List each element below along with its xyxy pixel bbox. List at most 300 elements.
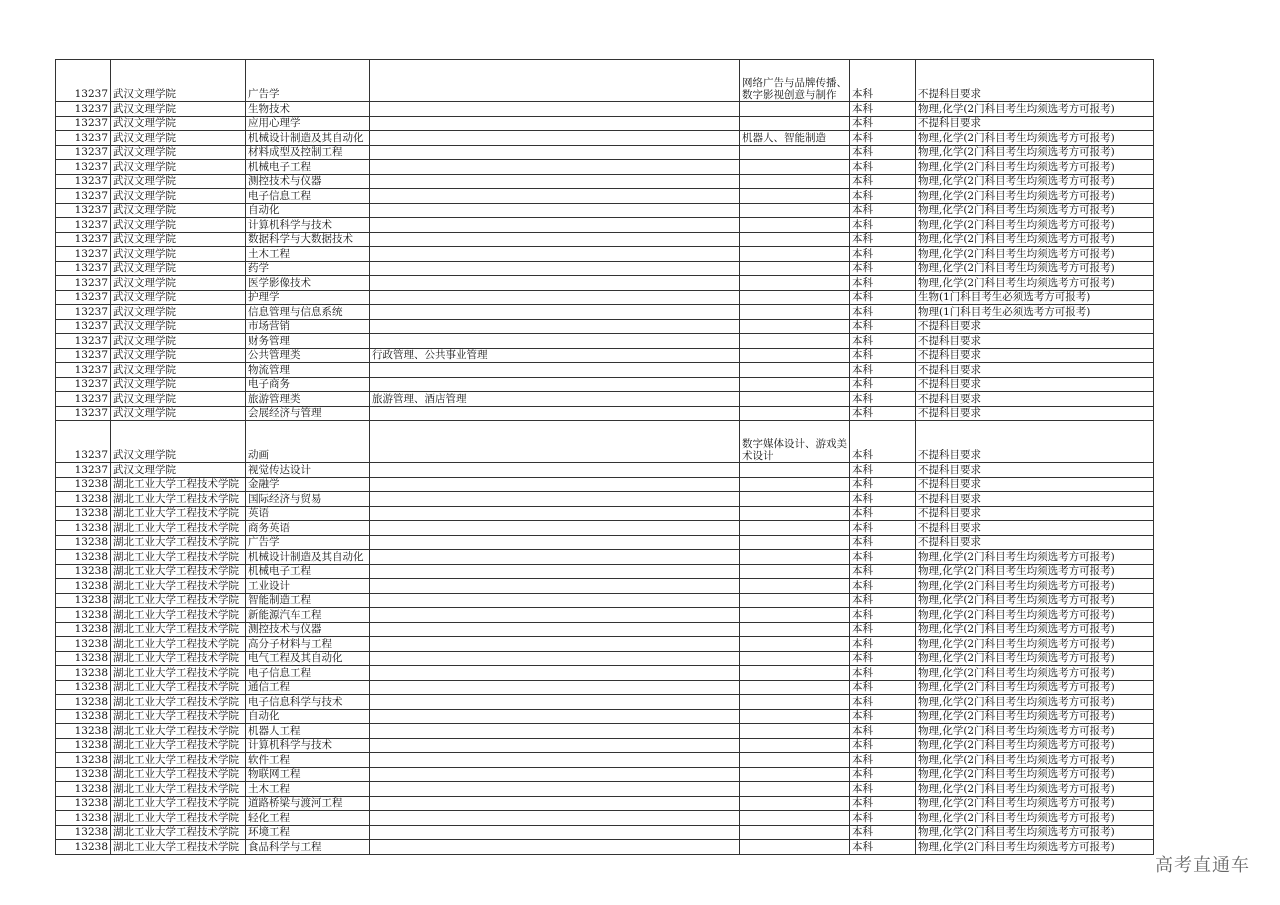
table-row — [56, 60, 1154, 102]
subject-requirement-cell: 物理,化学(2门科目考生均须选考方可报考) — [916, 811, 1154, 826]
level-cell: 本科 — [850, 506, 916, 521]
subject-requirement-cell: 物理(1门科目考生必须选考方可报考) — [916, 305, 1154, 320]
table-row — [56, 348, 1154, 363]
school-code-cell: 13237 — [56, 363, 111, 378]
level-cell: 本科 — [850, 463, 916, 478]
major-included-cell — [370, 276, 740, 291]
table-row — [56, 116, 1154, 131]
school-name-cell: 武汉文理学院 — [111, 189, 246, 204]
major-direction-cell — [740, 261, 850, 276]
major-direction-cell — [740, 232, 850, 247]
subject-requirement-cell: 生物(1门科目考生必须选考方可报考) — [916, 290, 1154, 305]
major-direction-cell — [740, 102, 850, 117]
major-name-cell: 计算机科学与技术 — [246, 218, 370, 233]
table-row — [56, 782, 1154, 797]
school-code-cell: 13237 — [56, 131, 111, 146]
major-name-cell: 生物技术 — [246, 102, 370, 117]
table-row — [56, 276, 1154, 291]
school-name-cell: 武汉文理学院 — [111, 392, 246, 407]
school-code-cell: 13237 — [56, 174, 111, 189]
school-code-cell: 13237 — [56, 421, 111, 463]
level-cell: 本科 — [850, 593, 916, 608]
table-row — [56, 753, 1154, 768]
subject-requirement-cell: 物理,化学(2门科目考生均须选考方可报考) — [916, 622, 1154, 637]
major-name-cell: 机械电子工程 — [246, 160, 370, 175]
table-row — [56, 477, 1154, 492]
major-name-cell: 测控技术与仪器 — [246, 622, 370, 637]
major-name-cell: 机器人工程 — [246, 724, 370, 739]
major-name-cell: 公共管理类 — [246, 348, 370, 363]
table-row — [56, 102, 1154, 117]
table-row — [56, 247, 1154, 262]
major-direction-cell — [740, 811, 850, 826]
level-cell: 本科 — [850, 695, 916, 710]
school-code-cell: 13238 — [56, 521, 111, 536]
school-name-cell: 武汉文理学院 — [111, 261, 246, 276]
major-name-cell: 软件工程 — [246, 753, 370, 768]
major-included-cell: 旅游管理、酒店管理 — [370, 392, 740, 407]
major-direction-cell — [740, 608, 850, 623]
major-direction-cell — [740, 247, 850, 262]
major-direction-cell — [740, 290, 850, 305]
major-included-cell — [370, 232, 740, 247]
major-name-cell: 视觉传达设计 — [246, 463, 370, 478]
school-name-cell: 武汉文理学院 — [111, 116, 246, 131]
major-included-cell — [370, 60, 740, 102]
major-included-cell — [370, 521, 740, 536]
level-cell: 本科 — [850, 680, 916, 695]
level-cell: 本科 — [850, 102, 916, 117]
major-name-cell: 药学 — [246, 261, 370, 276]
level-cell: 本科 — [850, 261, 916, 276]
school-name-cell: 武汉文理学院 — [111, 232, 246, 247]
subject-requirement-cell: 不提科目要求 — [916, 392, 1154, 407]
school-code-cell: 13237 — [56, 203, 111, 218]
table-row — [56, 218, 1154, 233]
level-cell: 本科 — [850, 131, 916, 146]
school-code-cell: 13237 — [56, 247, 111, 262]
school-name-cell: 武汉文理学院 — [111, 160, 246, 175]
major-included-cell — [370, 506, 740, 521]
school-name-cell: 湖北工业大学工程技术学院 — [111, 564, 246, 579]
major-name-cell: 机械电子工程 — [246, 564, 370, 579]
major-included-cell — [370, 709, 740, 724]
major-name-cell: 电子信息工程 — [246, 189, 370, 204]
table-row — [56, 593, 1154, 608]
school-name-cell: 湖北工业大学工程技术学院 — [111, 550, 246, 565]
major-included-cell — [370, 203, 740, 218]
level-cell: 本科 — [850, 492, 916, 507]
subject-requirement-cell: 物理,化学(2门科目考生均须选考方可报考) — [916, 174, 1154, 189]
subject-requirement-cell: 物理,化学(2门科目考生均须选考方可报考) — [916, 738, 1154, 753]
major-direction-cell — [740, 738, 850, 753]
major-name-cell: 道路桥梁与渡河工程 — [246, 796, 370, 811]
major-direction-cell — [740, 174, 850, 189]
subject-requirement-cell: 不提科目要求 — [916, 377, 1154, 392]
school-code-cell: 13238 — [56, 825, 111, 840]
major-direction-cell — [740, 363, 850, 378]
level-cell: 本科 — [850, 521, 916, 536]
school-name-cell: 湖北工业大学工程技术学院 — [111, 666, 246, 681]
table-row — [56, 695, 1154, 710]
major-direction-cell: 网络广告与品牌传播、数字影视创意与制作 — [740, 60, 850, 102]
school-name-cell: 武汉文理学院 — [111, 131, 246, 146]
level-cell: 本科 — [850, 651, 916, 666]
major-name-cell: 食品科学与工程 — [246, 840, 370, 855]
subject-requirement-cell: 物理,化学(2门科目考生均须选考方可报考) — [916, 564, 1154, 579]
subject-requirement-cell: 不提科目要求 — [916, 348, 1154, 363]
level-cell: 本科 — [850, 174, 916, 189]
major-direction-cell — [740, 203, 850, 218]
major-included-cell — [370, 406, 740, 421]
major-direction-cell — [740, 579, 850, 594]
school-code-cell: 13238 — [56, 637, 111, 652]
table-row — [56, 564, 1154, 579]
watermark-text: 高考直通车 — [1155, 855, 1250, 876]
major-direction-cell — [740, 796, 850, 811]
major-name-cell: 测控技术与仪器 — [246, 174, 370, 189]
major-included-cell — [370, 680, 740, 695]
major-included-cell — [370, 377, 740, 392]
major-name-cell: 轻化工程 — [246, 811, 370, 826]
school-name-cell: 武汉文理学院 — [111, 334, 246, 349]
table-row — [56, 334, 1154, 349]
school-code-cell: 13237 — [56, 463, 111, 478]
major-included-cell — [370, 131, 740, 146]
level-cell: 本科 — [850, 709, 916, 724]
school-name-cell: 武汉文理学院 — [111, 145, 246, 160]
major-included-cell — [370, 550, 740, 565]
major-direction-cell — [740, 492, 850, 507]
major-name-cell: 广告学 — [246, 60, 370, 102]
subject-requirement-cell: 不提科目要求 — [916, 521, 1154, 536]
table-row — [56, 608, 1154, 623]
school-name-cell: 湖北工业大学工程技术学院 — [111, 506, 246, 521]
subject-requirement-cell: 物理,化学(2门科目考生均须选考方可报考) — [916, 782, 1154, 797]
subject-requirement-cell: 物理,化学(2门科目考生均须选考方可报考) — [916, 579, 1154, 594]
major-name-cell: 电子商务 — [246, 377, 370, 392]
school-code-cell: 13237 — [56, 116, 111, 131]
school-code-cell: 13238 — [56, 738, 111, 753]
school-name-cell: 湖北工业大学工程技术学院 — [111, 535, 246, 550]
major-included-cell — [370, 421, 740, 463]
level-cell: 本科 — [850, 811, 916, 826]
subject-requirement-cell: 物理,化学(2门科目考生均须选考方可报考) — [916, 276, 1154, 291]
school-code-cell: 13238 — [56, 811, 111, 826]
major-name-cell: 高分子材料与工程 — [246, 637, 370, 652]
level-cell: 本科 — [850, 305, 916, 320]
school-name-cell: 武汉文理学院 — [111, 305, 246, 320]
major-included-cell — [370, 319, 740, 334]
level-cell: 本科 — [850, 392, 916, 407]
subject-requirement-cell: 物理,化学(2门科目考生均须选考方可报考) — [916, 593, 1154, 608]
school-code-cell: 13238 — [56, 782, 111, 797]
major-name-cell: 医学影像技术 — [246, 276, 370, 291]
major-direction-cell — [740, 506, 850, 521]
major-direction-cell — [740, 550, 850, 565]
table-row — [56, 825, 1154, 840]
level-cell: 本科 — [850, 840, 916, 855]
subject-requirement-cell: 物理,化学(2门科目考生均须选考方可报考) — [916, 203, 1154, 218]
subject-requirement-cell: 不提科目要求 — [916, 477, 1154, 492]
table-row — [56, 492, 1154, 507]
level-cell: 本科 — [850, 232, 916, 247]
table-row — [56, 160, 1154, 175]
school-name-cell: 武汉文理学院 — [111, 203, 246, 218]
school-code-cell: 13238 — [56, 506, 111, 521]
school-code-cell: 13238 — [56, 709, 111, 724]
subject-requirement-cell: 物理,化学(2门科目考生均须选考方可报考) — [916, 651, 1154, 666]
school-name-cell: 湖北工业大学工程技术学院 — [111, 680, 246, 695]
level-cell: 本科 — [850, 738, 916, 753]
school-name-cell: 武汉文理学院 — [111, 102, 246, 117]
subject-requirement-cell: 不提科目要求 — [916, 319, 1154, 334]
school-code-cell: 13237 — [56, 232, 111, 247]
school-name-cell: 湖北工业大学工程技术学院 — [111, 695, 246, 710]
level-cell: 本科 — [850, 421, 916, 463]
school-code-cell: 13238 — [56, 579, 111, 594]
level-cell: 本科 — [850, 825, 916, 840]
major-direction-cell — [740, 695, 850, 710]
table-row — [56, 203, 1154, 218]
major-name-cell: 动画 — [246, 421, 370, 463]
school-code-cell: 13237 — [56, 276, 111, 291]
major-direction-cell — [740, 753, 850, 768]
major-direction-cell — [740, 276, 850, 291]
school-code-cell: 13237 — [56, 189, 111, 204]
major-included-cell — [370, 145, 740, 160]
major-included-cell — [370, 174, 740, 189]
school-code-cell: 13238 — [56, 840, 111, 855]
table-row — [56, 290, 1154, 305]
school-name-cell: 湖北工业大学工程技术学院 — [111, 521, 246, 536]
major-direction-cell — [740, 680, 850, 695]
major-name-cell: 机械设计制造及其自动化 — [246, 131, 370, 146]
major-included-cell — [370, 608, 740, 623]
major-included-cell — [370, 492, 740, 507]
table-row — [56, 724, 1154, 739]
school-code-cell: 13238 — [56, 622, 111, 637]
school-code-cell: 13238 — [56, 564, 111, 579]
table-row — [56, 131, 1154, 146]
school-name-cell: 湖北工业大学工程技术学院 — [111, 825, 246, 840]
school-name-cell: 武汉文理学院 — [111, 218, 246, 233]
major-direction-cell — [740, 840, 850, 855]
major-direction-cell — [740, 593, 850, 608]
level-cell: 本科 — [850, 608, 916, 623]
table-row — [56, 622, 1154, 637]
major-included-cell — [370, 247, 740, 262]
school-code-cell: 13238 — [56, 593, 111, 608]
school-code-cell: 13238 — [56, 796, 111, 811]
major-name-cell: 金融学 — [246, 477, 370, 492]
school-code-cell: 13237 — [56, 305, 111, 320]
table-row — [56, 145, 1154, 160]
subject-requirement-cell: 物理,化学(2门科目考生均须选考方可报考) — [916, 218, 1154, 233]
table-row — [56, 796, 1154, 811]
major-name-cell: 电子信息工程 — [246, 666, 370, 681]
major-direction-cell — [740, 348, 850, 363]
school-code-cell: 13237 — [56, 334, 111, 349]
major-included-cell — [370, 564, 740, 579]
major-included-cell — [370, 753, 740, 768]
major-name-cell: 电子信息科学与技术 — [246, 695, 370, 710]
subject-requirement-cell: 不提科目要求 — [916, 116, 1154, 131]
subject-requirement-cell: 物理,化学(2门科目考生均须选考方可报考) — [916, 145, 1154, 160]
major-direction-cell: 数字媒体设计、游戏美术设计 — [740, 421, 850, 463]
school-code-cell: 13237 — [56, 290, 111, 305]
subject-requirement-cell: 不提科目要求 — [916, 406, 1154, 421]
major-direction-cell — [740, 189, 850, 204]
major-direction-cell — [740, 622, 850, 637]
school-name-cell: 武汉文理学院 — [111, 406, 246, 421]
school-code-cell: 13237 — [56, 261, 111, 276]
school-name-cell: 武汉文理学院 — [111, 348, 246, 363]
table-row — [56, 550, 1154, 565]
subject-requirement-cell: 物理,化学(2门科目考生均须选考方可报考) — [916, 608, 1154, 623]
major-direction-cell — [740, 477, 850, 492]
level-cell: 本科 — [850, 666, 916, 681]
subject-requirement-cell: 不提科目要求 — [916, 506, 1154, 521]
major-name-cell: 市场营销 — [246, 319, 370, 334]
school-name-cell: 武汉文理学院 — [111, 60, 246, 102]
major-direction-cell — [740, 724, 850, 739]
major-name-cell: 计算机科学与技术 — [246, 738, 370, 753]
level-cell: 本科 — [850, 116, 916, 131]
major-name-cell: 护理学 — [246, 290, 370, 305]
level-cell: 本科 — [850, 290, 916, 305]
subject-requirement-cell: 物理,化学(2门科目考生均须选考方可报考) — [916, 666, 1154, 681]
level-cell: 本科 — [850, 218, 916, 233]
subject-requirement-cell: 物理,化学(2门科目考生均须选考方可报考) — [916, 709, 1154, 724]
school-code-cell: 13238 — [56, 695, 111, 710]
major-name-cell: 土木工程 — [246, 782, 370, 797]
major-included-cell — [370, 363, 740, 378]
major-included-cell — [370, 579, 740, 594]
subject-requirement-cell: 物理,化学(2门科目考生均须选考方可报考) — [916, 724, 1154, 739]
major-direction-cell — [740, 709, 850, 724]
level-cell: 本科 — [850, 276, 916, 291]
major-included-cell — [370, 334, 740, 349]
major-included-cell — [370, 102, 740, 117]
major-included-cell — [370, 160, 740, 175]
major-name-cell: 物联网工程 — [246, 767, 370, 782]
subject-requirement-cell: 不提科目要求 — [916, 463, 1154, 478]
major-direction-cell — [740, 666, 850, 681]
major-included-cell — [370, 622, 740, 637]
level-cell: 本科 — [850, 564, 916, 579]
level-cell: 本科 — [850, 782, 916, 797]
subject-requirement-cell: 物理,化学(2门科目考生均须选考方可报考) — [916, 767, 1154, 782]
table-row — [56, 666, 1154, 681]
major-name-cell: 国际经济与贸易 — [246, 492, 370, 507]
major-name-cell: 自动化 — [246, 203, 370, 218]
major-direction-cell — [740, 406, 850, 421]
table-row — [56, 421, 1154, 463]
subject-requirement-cell: 物理,化学(2门科目考生均须选考方可报考) — [916, 232, 1154, 247]
school-code-cell: 13238 — [56, 666, 111, 681]
school-code-cell: 13237 — [56, 218, 111, 233]
subject-requirement-cell: 物理,化学(2门科目考生均须选考方可报考) — [916, 753, 1154, 768]
level-cell: 本科 — [850, 247, 916, 262]
major-name-cell: 广告学 — [246, 535, 370, 550]
school-code-cell: 13238 — [56, 680, 111, 695]
table-body — [56, 60, 1154, 855]
school-code-cell: 13237 — [56, 102, 111, 117]
school-name-cell: 武汉文理学院 — [111, 319, 246, 334]
table-row — [56, 738, 1154, 753]
school-code-cell: 13237 — [56, 348, 111, 363]
level-cell: 本科 — [850, 377, 916, 392]
major-direction-cell — [740, 218, 850, 233]
major-name-cell: 物流管理 — [246, 363, 370, 378]
school-name-cell: 湖北工业大学工程技术学院 — [111, 796, 246, 811]
table-row — [56, 579, 1154, 594]
major-included-cell — [370, 593, 740, 608]
school-name-cell: 湖北工业大学工程技术学院 — [111, 622, 246, 637]
subject-requirement-cell: 物理,化学(2门科目考生均须选考方可报考) — [916, 840, 1154, 855]
school-name-cell: 武汉文理学院 — [111, 377, 246, 392]
major-included-cell — [370, 767, 740, 782]
school-code-cell: 13238 — [56, 767, 111, 782]
major-direction-cell — [740, 334, 850, 349]
major-included-cell — [370, 666, 740, 681]
major-name-cell: 材料成型及控制工程 — [246, 145, 370, 160]
school-name-cell: 湖北工业大学工程技术学院 — [111, 608, 246, 623]
major-direction-cell — [740, 564, 850, 579]
table-row — [56, 535, 1154, 550]
table-row — [56, 319, 1154, 334]
major-name-cell: 新能源汽车工程 — [246, 608, 370, 623]
school-name-cell: 武汉文理学院 — [111, 276, 246, 291]
subject-requirement-cell: 不提科目要求 — [916, 492, 1154, 507]
major-direction-cell — [740, 392, 850, 407]
table-row — [56, 709, 1154, 724]
subject-requirement-cell: 物理,化学(2门科目考生均须选考方可报考) — [916, 680, 1154, 695]
major-included-cell — [370, 796, 740, 811]
school-code-cell: 13238 — [56, 753, 111, 768]
level-cell: 本科 — [850, 796, 916, 811]
major-direction-cell — [740, 305, 850, 320]
school-code-cell: 13237 — [56, 392, 111, 407]
table-row — [56, 232, 1154, 247]
subject-requirement-cell: 物理,化学(2门科目考生均须选考方可报考) — [916, 247, 1154, 262]
subject-requirement-cell: 不提科目要求 — [916, 421, 1154, 463]
major-name-cell: 机械设计制造及其自动化 — [246, 550, 370, 565]
level-cell: 本科 — [850, 60, 916, 102]
major-name-cell: 环境工程 — [246, 825, 370, 840]
major-included-cell — [370, 724, 740, 739]
table-row — [56, 392, 1154, 407]
major-name-cell: 商务英语 — [246, 521, 370, 536]
major-direction-cell: 机器人、智能制造 — [740, 131, 850, 146]
table-row — [56, 377, 1154, 392]
table-row — [56, 521, 1154, 536]
level-cell: 本科 — [850, 348, 916, 363]
major-direction-cell — [740, 463, 850, 478]
table-row — [56, 363, 1154, 378]
major-included-cell — [370, 738, 740, 753]
school-name-cell: 湖北工业大学工程技术学院 — [111, 492, 246, 507]
school-name-cell: 湖北工业大学工程技术学院 — [111, 767, 246, 782]
major-name-cell: 信息管理与信息系统 — [246, 305, 370, 320]
table-row — [56, 189, 1154, 204]
table-row — [56, 506, 1154, 521]
subject-requirement-cell: 不提科目要求 — [916, 363, 1154, 378]
level-cell: 本科 — [850, 406, 916, 421]
table-row — [56, 305, 1154, 320]
major-name-cell: 电气工程及其自动化 — [246, 651, 370, 666]
